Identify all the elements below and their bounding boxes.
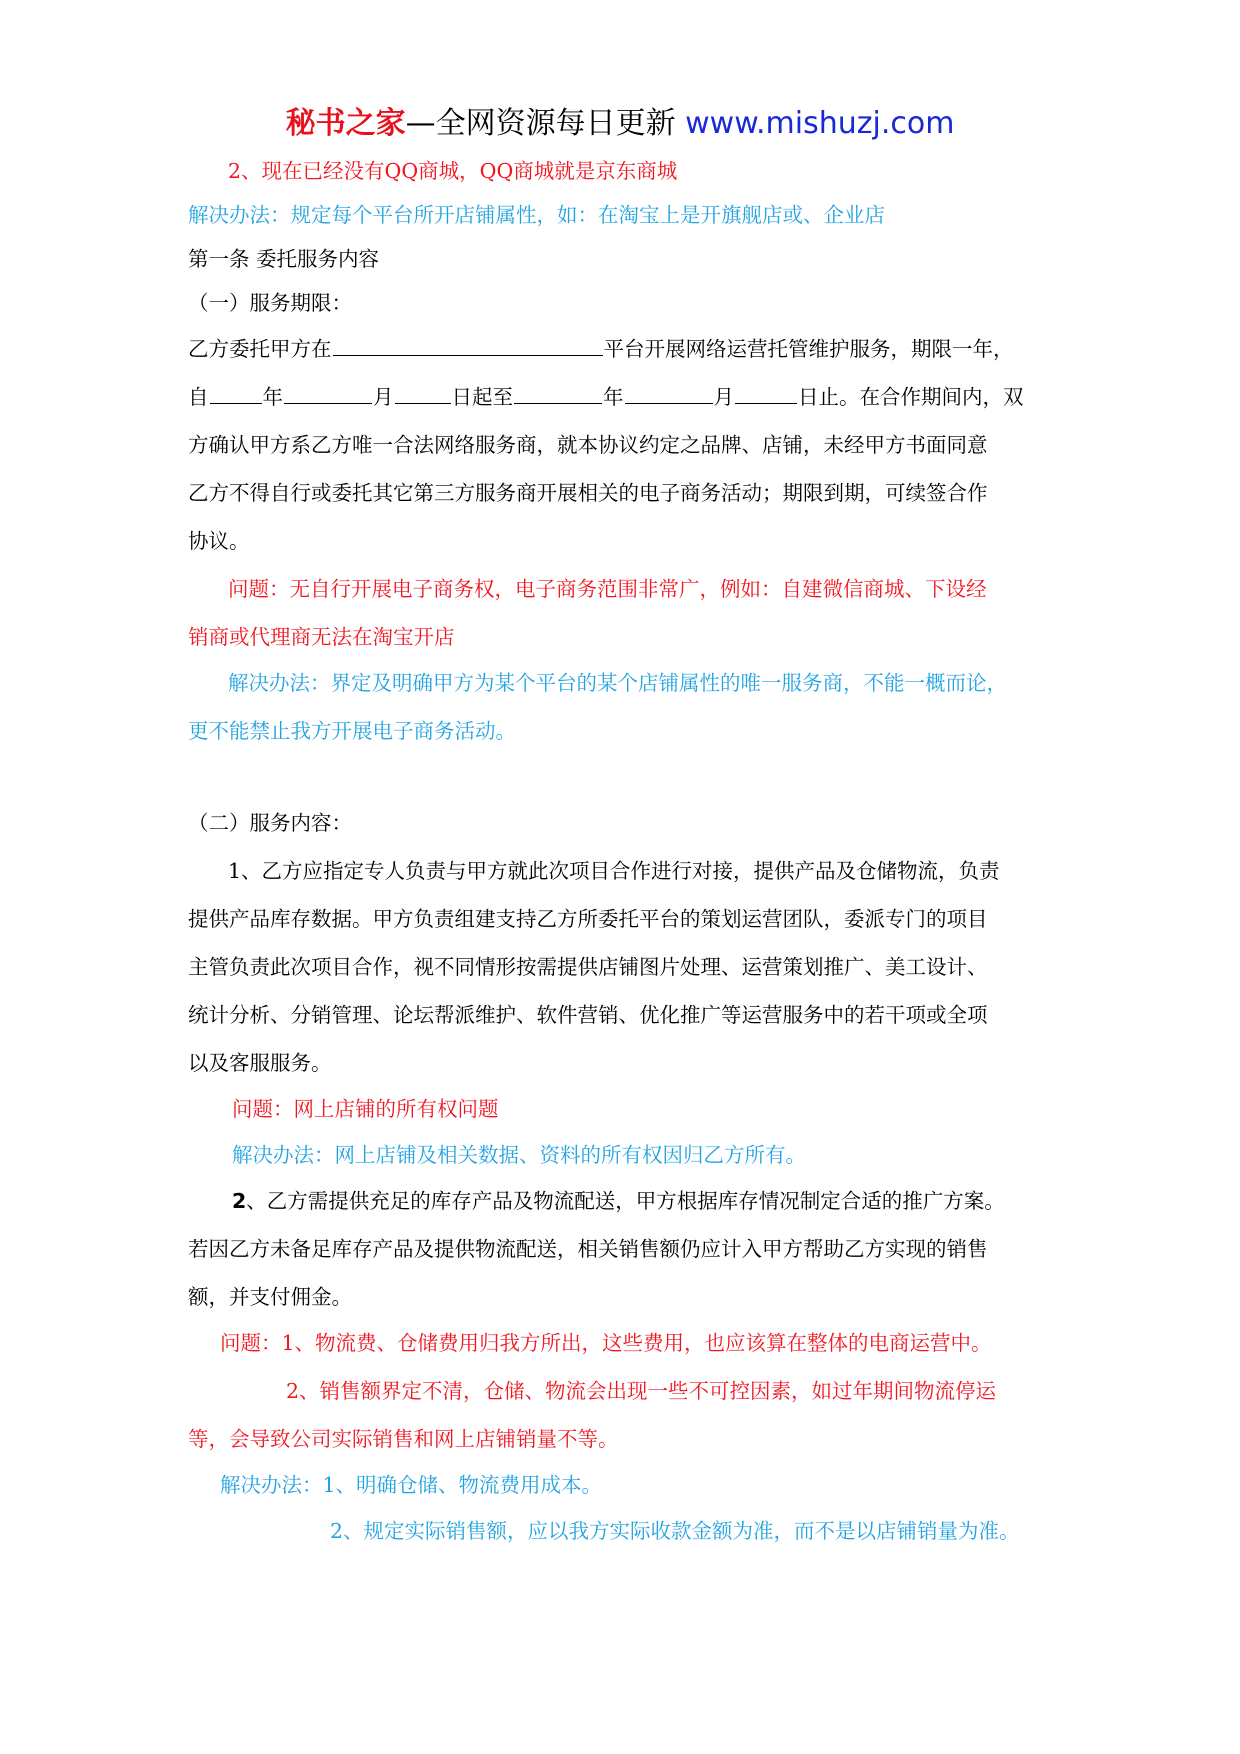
platform-blank-field[interactable] <box>333 335 603 356</box>
question-line: 2、销售额界定不清，仓储、物流会出现一些不可控因素，如过年期间物流停运 <box>286 1379 997 1403</box>
brand-name: 秘书之家 <box>285 106 406 141</box>
body-text: 月 <box>713 385 734 409</box>
body-line <box>188 334 1014 364</box>
section-heading: （一）服务期限： <box>188 291 352 315</box>
note-line: 2、现在已经没有QQ商城，QQ商城就是京东商城 <box>228 159 678 183</box>
body-text: 乙方委托甲方在 <box>188 337 332 361</box>
article-title: 第一条 委托服务内容 <box>188 247 380 271</box>
body-text: 日起至 <box>451 385 513 409</box>
solution-line: 解决办法：1、明确仓储、物流费用成本。 <box>220 1473 603 1497</box>
body-line <box>232 1186 1005 1216</box>
solution-line: 解决办法：界定及明确甲方为某个平台的某个店铺属性的唯一服务商，不能一概而论， <box>228 671 1007 695</box>
question-line: 问题：1、物流费、仓储费用归我方所出，这些费用，也应该算在整体的电商运营中。 <box>220 1331 992 1355</box>
body-line: 额，并支付佣金。 <box>188 1285 352 1309</box>
header-slogan: —全网资源每日更新 <box>405 106 686 141</box>
page-header <box>0 102 1240 146</box>
question-line: 等，会导致公司实际销售和网上店铺销量不等。 <box>188 1427 619 1451</box>
body-line: 方确认甲方系乙方唯一合法网络服务商，就本协议约定之品牌、店铺，未经甲方书面同意 <box>188 433 988 457</box>
question-line: 问题：网上店铺的所有权问题 <box>232 1097 499 1121</box>
start-year-blank[interactable] <box>210 383 262 404</box>
question-line: 问题：无自行开展电子商务权，电子商务范围非常广，例如：自建微信商城、下设经 <box>228 577 987 601</box>
date-range-line <box>188 382 1024 412</box>
end-day-blank[interactable] <box>735 383 797 404</box>
solution-line: 更不能禁止我方开展电子商务活动。 <box>188 719 516 743</box>
body-text: 自 <box>188 385 209 409</box>
body-text: 、乙方需提供充足的库存产品及物流配送，甲方根据库存情况制定合适的推广方案。 <box>246 1189 1005 1213</box>
body-line: 统计分析、分销管理、论坛帮派维护、软件营销、优化推广等运营服务中的若干项或全项 <box>188 1003 988 1027</box>
start-day-blank[interactable] <box>395 383 451 404</box>
body-line: 若因乙方未备足库存产品及提供物流配送，相关销售额仍应计入甲方帮助乙方实现的销售 <box>188 1237 988 1261</box>
body-text: 年 <box>603 385 624 409</box>
section-heading: （二）服务内容： <box>188 811 352 835</box>
question-line: 销商或代理商无法在淘宝开店 <box>188 625 455 649</box>
start-month-blank[interactable] <box>284 383 372 404</box>
body-line: 提供产品库存数据。甲方负责组建支持乙方所委托平台的策划运营团队，委派专门的项目 <box>188 907 988 931</box>
body-text: 月 <box>373 385 394 409</box>
body-text: 日止。在合作期间内，双 <box>798 385 1024 409</box>
end-month-blank[interactable] <box>625 383 713 404</box>
body-line: 以及客服服务。 <box>188 1051 332 1075</box>
body-text: 年 <box>262 385 283 409</box>
body-line: 乙方不得自行或委托其它第三方服务商开展相关的电子商务活动；期限到期，可续签合作 <box>188 481 988 505</box>
body-line: 协议。 <box>188 529 250 553</box>
item-number: 2 <box>232 1189 247 1213</box>
body-line: 主管负责此次项目合作，视不同情形按需提供店铺图片处理、运营策划推广、美工设计、 <box>188 955 988 979</box>
body-text: 平台开展网络运营托管维护服务，期限一年， <box>603 337 1014 361</box>
header-url[interactable]: www.mishuzj.com <box>685 106 955 141</box>
solution-line: 2、规定实际销售额，应以我方实际收款金额为准，而不是以店铺销量为准。 <box>330 1519 1020 1543</box>
solution-line: 解决办法：网上店铺及相关数据、资料的所有权因归乙方所有。 <box>232 1143 806 1167</box>
solution-line: 解决办法：规定每个平台所开店铺属性，如：在淘宝上是开旗舰店或、企业店 <box>188 203 885 227</box>
end-year-blank[interactable] <box>514 383 602 404</box>
body-line: 1、乙方应指定专人负责与甲方就此次项目合作进行对接，提供产品及仓储物流，负责 <box>228 859 1000 883</box>
